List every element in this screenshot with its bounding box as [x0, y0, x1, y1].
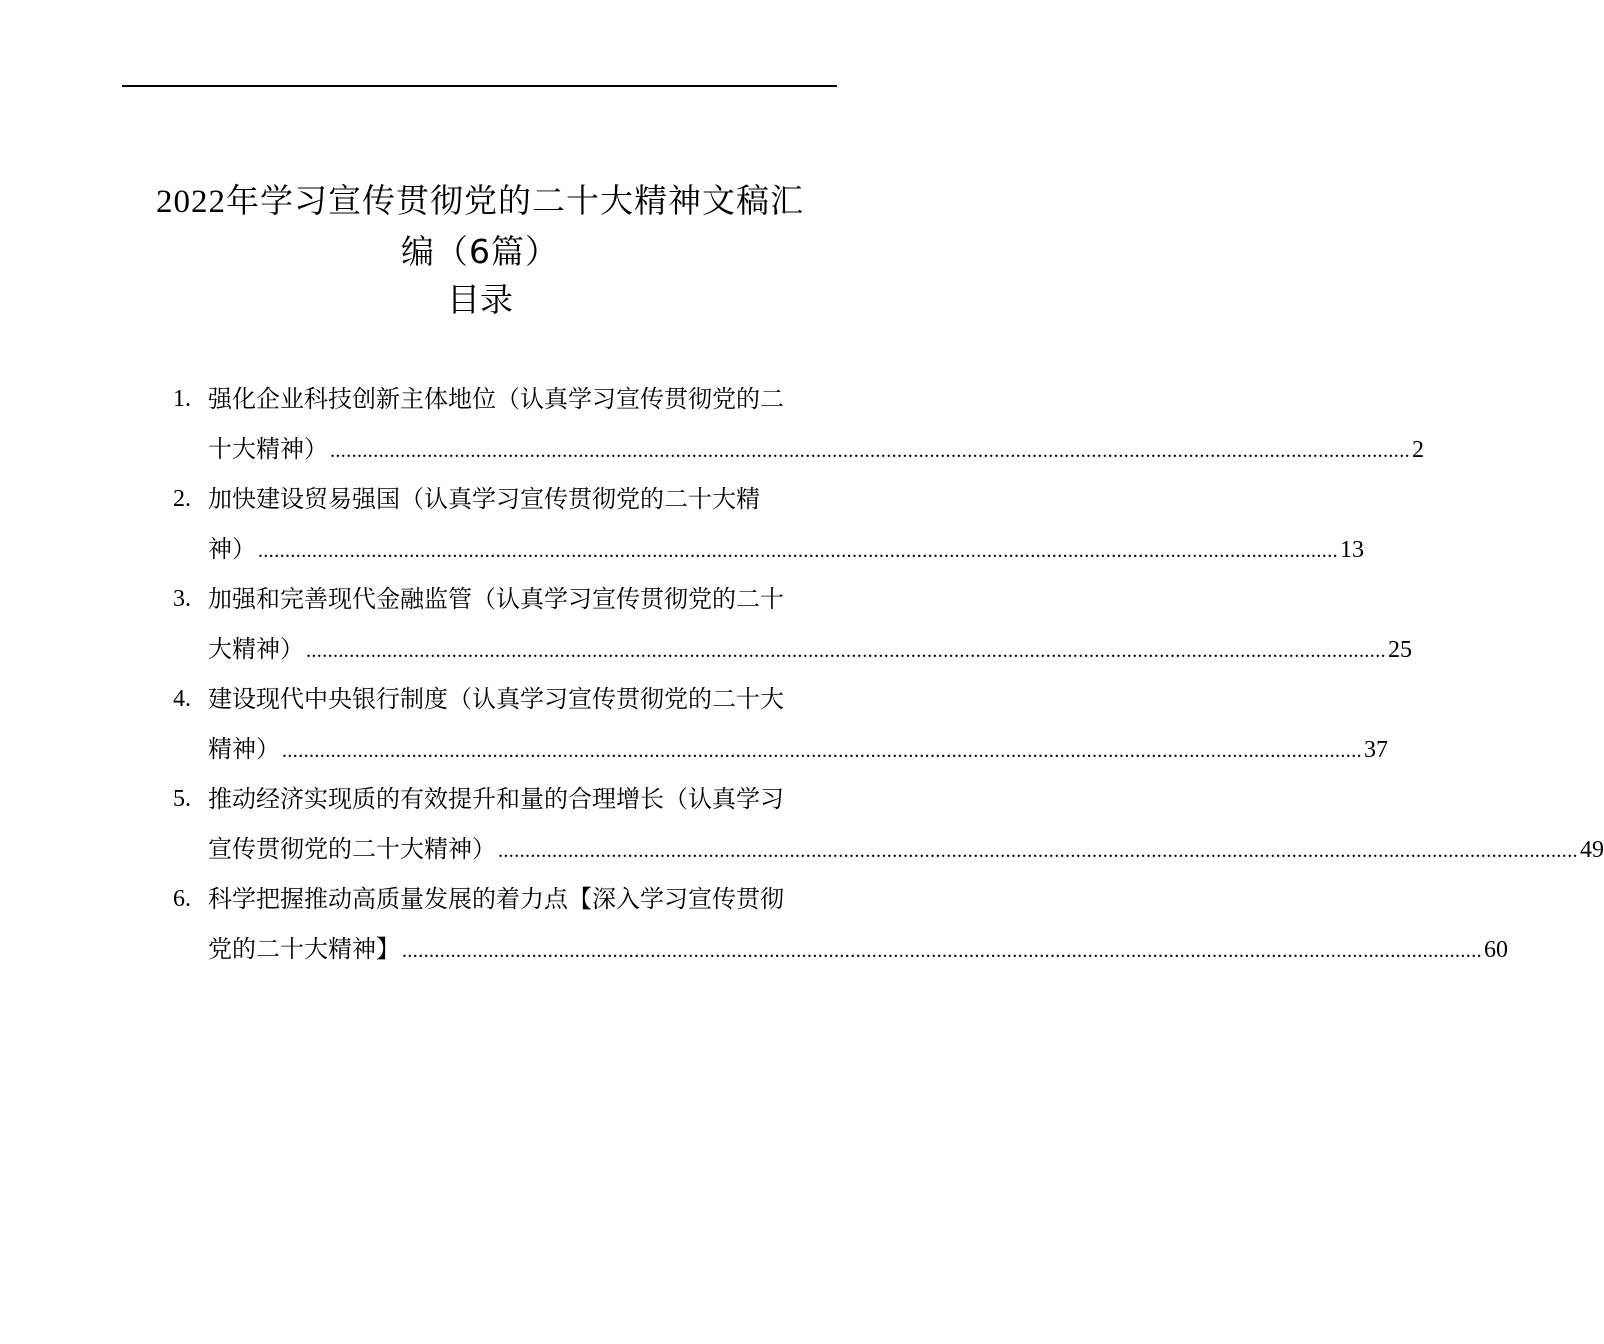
toc-page-number: 37 — [1364, 737, 1388, 763]
toc-entry-number: 1. — [173, 386, 191, 412]
toc-entry-continuation — [208, 624, 1412, 676]
dot-leader: ........................................................................................................................................................................................................ — [498, 840, 1578, 862]
toc-entry-number: 2. — [173, 486, 191, 512]
toc-page-number: 13 — [1340, 537, 1364, 563]
toc-page-number: 49 — [1580, 837, 1604, 863]
document-title — [110, 176, 850, 277]
toc-entry-title-continued: 神） — [208, 535, 256, 563]
toc-entry-title: 科学把握推动高质量发展的着力点【深入学习宣传贯彻 — [208, 885, 784, 913]
toc-entry-title-continued: 党的二十大精神】 — [208, 935, 400, 963]
toc-entry-title: 加快建设贸易强国（认真学习宣传贯彻党的二十大精 — [208, 485, 760, 513]
dot-leader: ........................................................................................................................................................................................................ — [282, 740, 1362, 762]
dot-leader: ........................................................................................................................................................................................................ — [306, 640, 1386, 662]
table-of-contents — [0, 374, 1604, 974]
toc-entry-continuation — [208, 724, 1388, 776]
toc-entry-5[interactable] — [0, 774, 1604, 874]
toc-entry-title: 加强和完善现代金融监管（认真学习宣传贯彻党的二十 — [208, 585, 784, 613]
toc-entry-number: 3. — [173, 586, 191, 612]
toc-heading: 目录 — [447, 280, 513, 319]
header-rule — [122, 85, 837, 87]
toc-entry-6[interactable] — [0, 874, 1508, 974]
toc-entry-2[interactable] — [0, 474, 1364, 574]
toc-entry-continuation — [208, 424, 1424, 476]
title-line2-text: 编（6篇） — [401, 232, 559, 271]
toc-entry-title-continued: 十大精神） — [208, 435, 328, 463]
toc-page-number: 2 — [1412, 437, 1424, 463]
dot-leader: ........................................................................................................................................................................................................ — [402, 940, 1482, 962]
title-year: 2022 — [156, 184, 226, 220]
toc-entry-title-continued: 宣传贯彻党的二十大精神） — [208, 835, 496, 863]
dot-leader: ........................................................................................................................................................................................................ — [330, 440, 1410, 462]
toc-entry-title-continued: 大精神） — [208, 635, 304, 663]
toc-entry-number: 6. — [173, 886, 191, 912]
toc-entry-number: 4. — [173, 686, 191, 712]
dot-leader: ........................................................................................................................................................................................................ — [258, 540, 1338, 562]
toc-page-number: 25 — [1388, 637, 1412, 663]
toc-entry-continuation — [208, 924, 1508, 976]
toc-entry-title: 推动经济实现质的有效提升和量的合理增长（认真学习 — [208, 785, 784, 813]
toc-entry-continuation — [208, 824, 1604, 876]
toc-entry-title: 强化企业科技创新主体地位（认真学习宣传贯彻党的二 — [208, 385, 784, 413]
toc-entry-continuation — [208, 524, 1364, 576]
toc-entry-4[interactable] — [0, 674, 1388, 774]
toc-entry-1[interactable] — [0, 374, 1424, 474]
toc-entry-title: 建设现代中央银行制度（认真学习宣传贯彻党的二十大 — [208, 685, 784, 713]
toc-page-number: 60 — [1484, 937, 1508, 963]
toc-entry-3[interactable] — [0, 574, 1412, 674]
toc-entry-title-continued: 精神） — [208, 735, 280, 763]
toc-entry-number: 5. — [173, 786, 191, 812]
title-line1-text: 年学习宣传贯彻党的二十大精神文稿汇 — [226, 181, 804, 220]
